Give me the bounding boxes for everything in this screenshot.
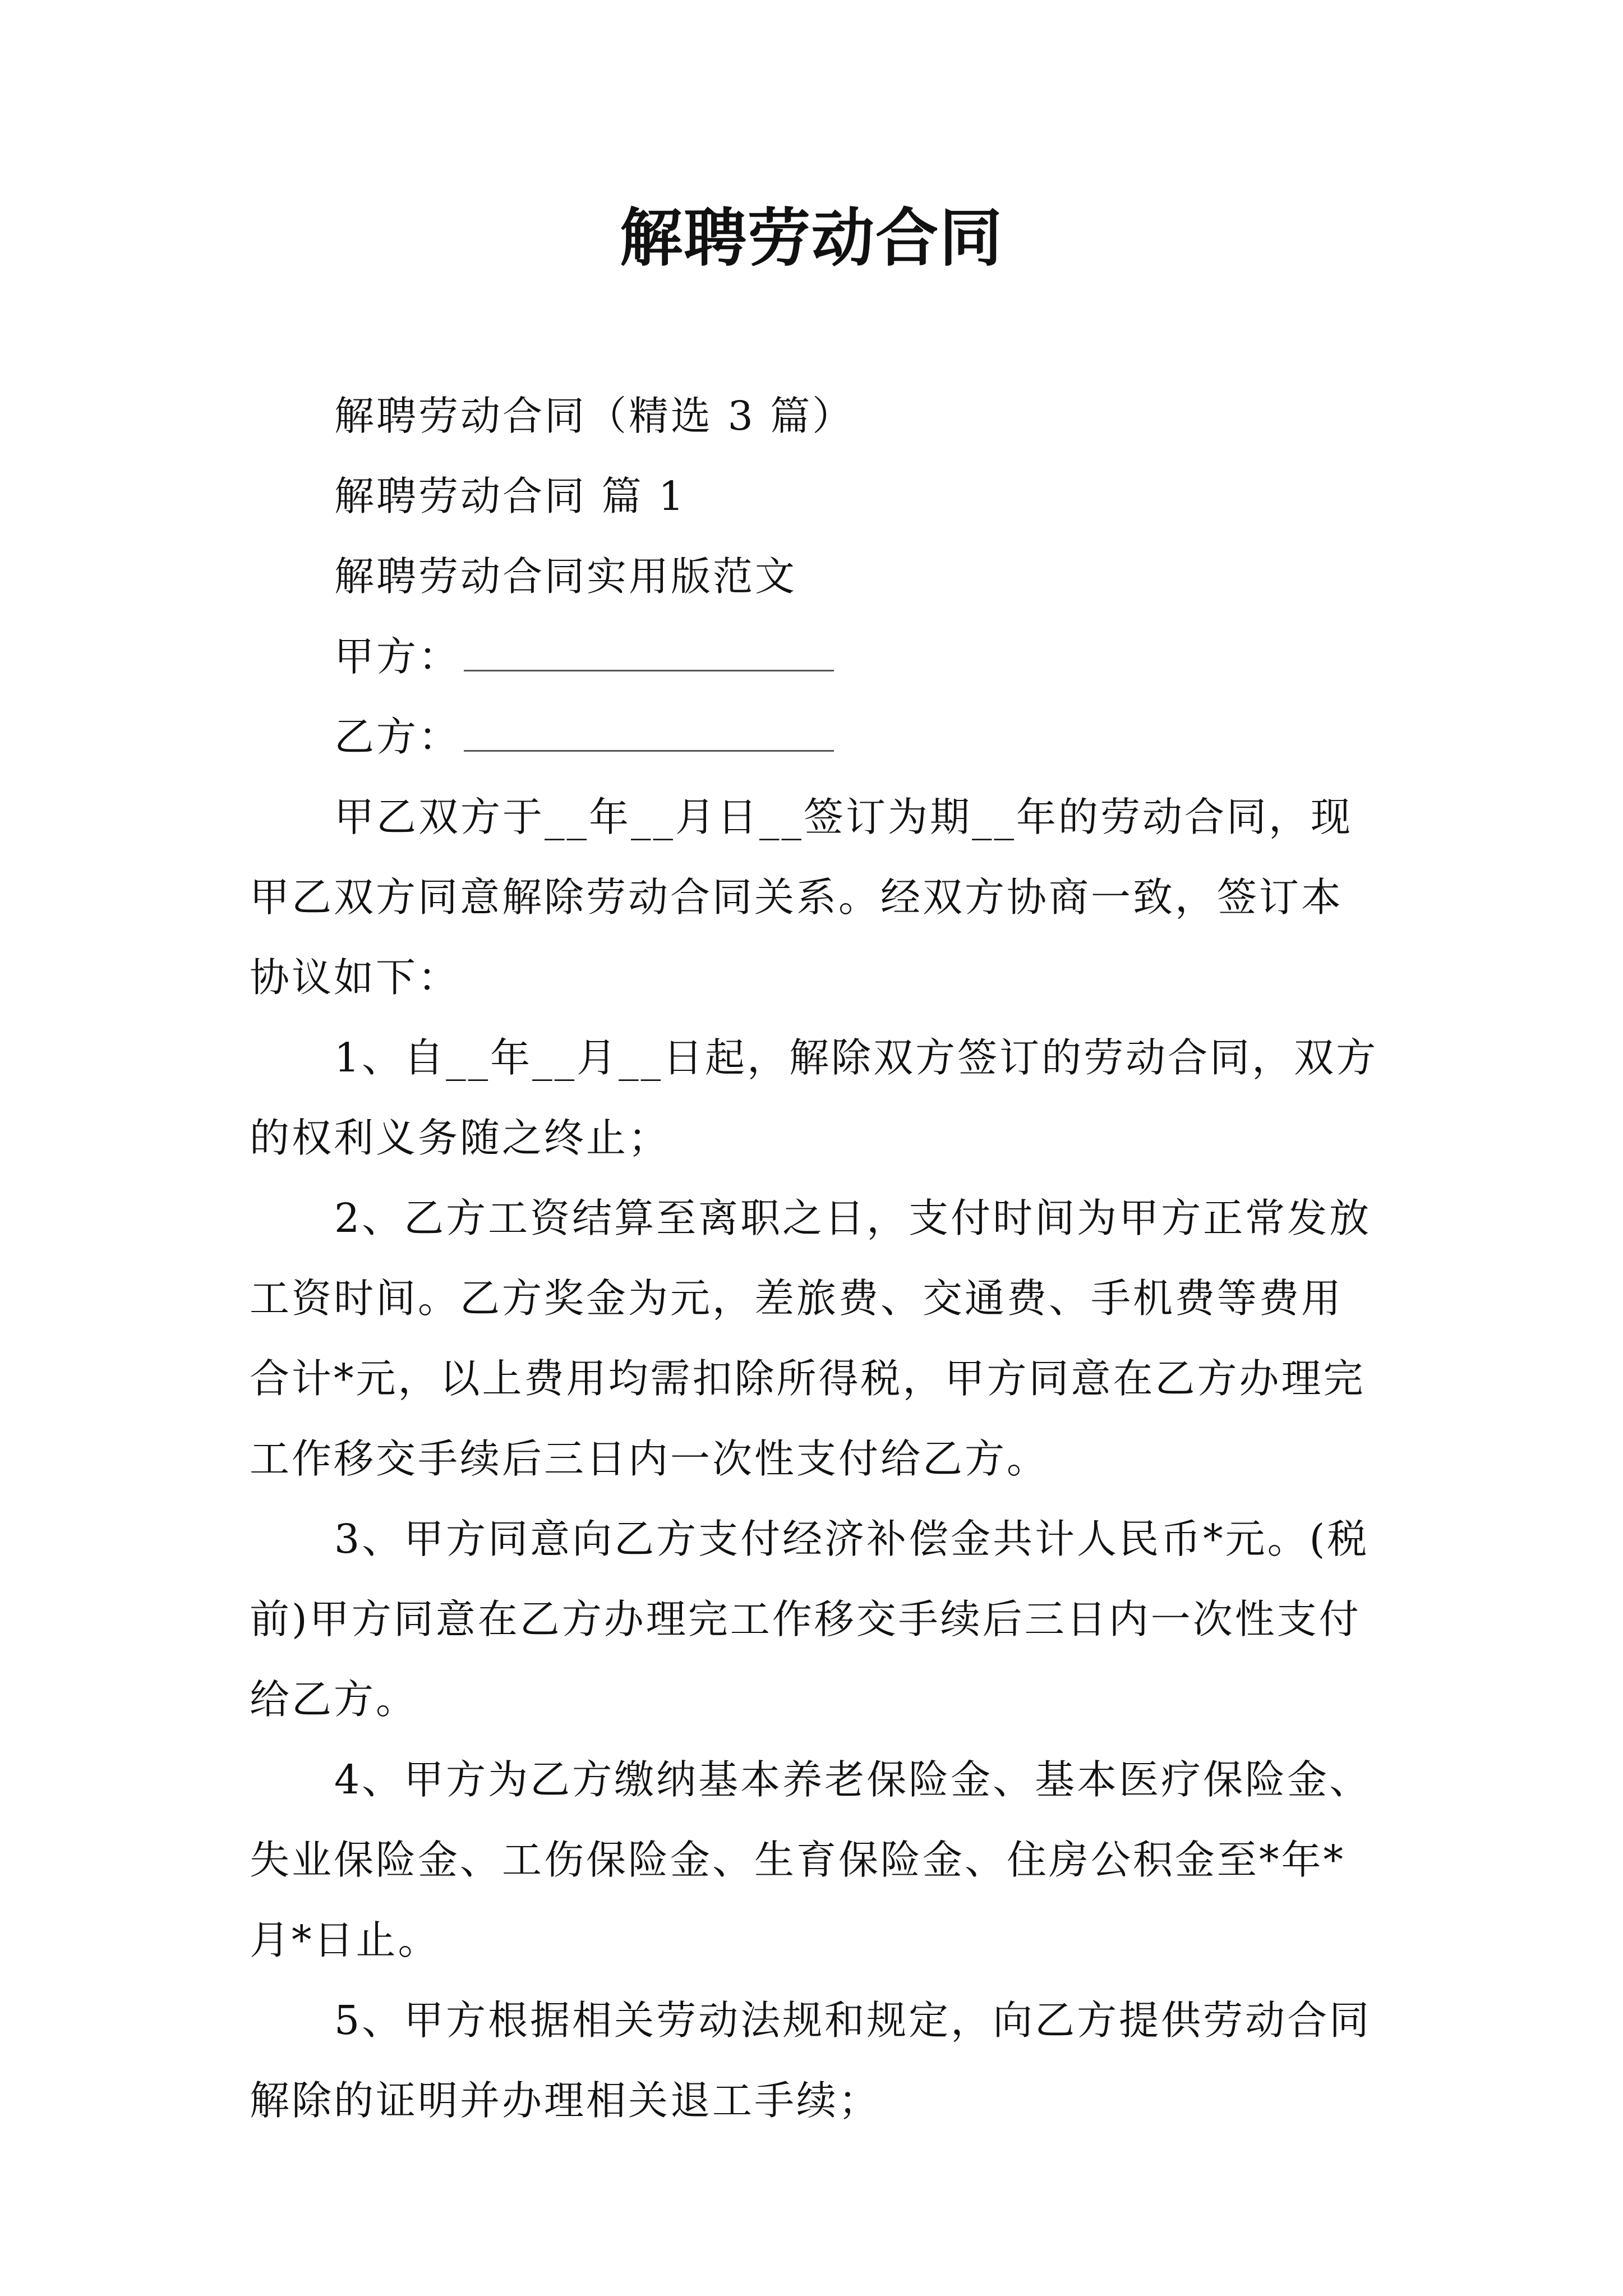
clause-4: 4、甲方为乙方缴纳基本养老保险金、基本医疗保险金、失业保险金、工伤保险金、生育保险金、住房公积金至*年*月*日止。: [250, 1756, 1372, 1963]
clause-3: 3、甲方同意向乙方支付经济补偿金共计人民币*元。(税前)甲方同意在乙方办理完工作移交手续后三日内一次性支付给乙方。: [250, 1516, 1370, 1723]
document-title: 解聘劳动合同: [620, 201, 1003, 275]
party-a-field: [334, 616, 1382, 697]
document-name: 解聘劳动合同实用版范文: [334, 553, 797, 600]
document-body: [250, 376, 1382, 2141]
party-b-blank-line: [464, 749, 834, 752]
section-heading: 解聘劳动合同 篇 1: [334, 473, 686, 519]
party-a-blank-line: [464, 669, 834, 671]
clause-5: 5、甲方根据相关劳动法规和规定，向乙方提供劳动合同解除的证明并办理相关退工手续；: [250, 1997, 1372, 2124]
subtitle: 解聘劳动合同（精选 3 篇）: [334, 393, 855, 439]
party-b-label: 乙方：: [334, 714, 461, 760]
clause-1: 1、自__年__月__日起，解除双方签订的劳动合同，双方的权利义务随之终止；: [250, 1034, 1378, 1161]
clause-2: 2、乙方工资结算至离职之日，支付时间为甲方正常发放工资时间。乙方奖金为元，差旅费、交通费、手机费等费用合计*元，以上费用均需扣除所得税，甲方同意在乙方办理完工作移交手续后三日内一次性支付给乙方。: [250, 1195, 1372, 1482]
party-b-field: [334, 697, 1382, 777]
party-a-label: 甲方：: [334, 633, 461, 680]
intro-paragraph: 甲乙双方于__年__月日__签订为期__年的劳动合同，现甲乙双方同意解除劳动合同关系。经双方协商一致，签订本协议如下：: [250, 794, 1353, 1001]
